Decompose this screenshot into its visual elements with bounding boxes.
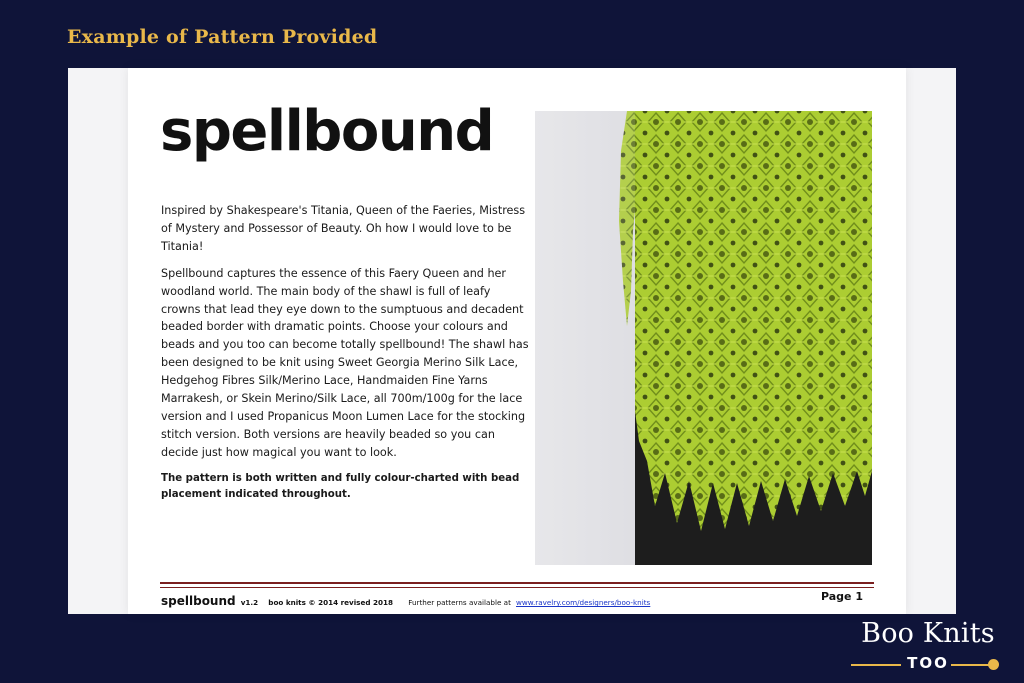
details-paragraph: Spellbound captures the essence of this Faery Queen and her woodland world. The main body of the shawl is full of leafy crowns that lead they eye down to the sumptuous and decadent beaded border with dramatic points. Choose your colours and beads and you too can become totally spellbound! The shawl has been designed to be knit using Sweet Georgia Merino Silk Lace, Hedgehog Fibres Silk/Merino Lace, Handmaiden Fine Yarns Marrakesh, or Skein Merino/Silk Lace, all 700m/100g for the lace version and I used Propanicus Moon Lumen Lace for the stocking stitch version. Both versions are heavily beaded so you can decide just how magical you want to look. [161, 266, 529, 459]
pattern-description [161, 202, 533, 512]
ravelry-link[interactable]: www.ravelry.com/designers/boo-knits [516, 598, 651, 607]
shawl-photo [535, 111, 872, 565]
page-footer [161, 590, 873, 608]
footer-further: Further patterns available at [408, 598, 511, 607]
intro-paragraph: Inspired by Shakespeare's Titania, Queen of the Faeries, Mistress of Mystery and Possessor of Beauty. Oh how I would love to be Titania! [161, 204, 526, 253]
chart-note: The pattern is both written and fully colour-charted with bead placement indicated throughout. [161, 472, 520, 500]
pattern-sheet [68, 68, 956, 614]
footer-copyright: boo knits © 2014 revised 2018 [268, 598, 393, 607]
footer-divider [160, 582, 874, 584]
brand-dot [988, 659, 999, 670]
brand-line-right [951, 664, 991, 666]
section-heading: Example of Pattern Provided [67, 26, 378, 48]
pattern-title: spellbound [160, 99, 494, 164]
brand-sub: TOO [907, 654, 949, 672]
pattern-page [128, 68, 906, 614]
footer-version: v1.2 [240, 598, 259, 607]
footer-divider-thin [160, 587, 874, 588]
brand-name: Boo Knits [861, 618, 995, 649]
footer-title: spellbound [161, 594, 236, 608]
brand-logo [845, 618, 1011, 674]
shawl-photo-image [535, 111, 872, 565]
page-number: Page 1 [820, 590, 863, 603]
